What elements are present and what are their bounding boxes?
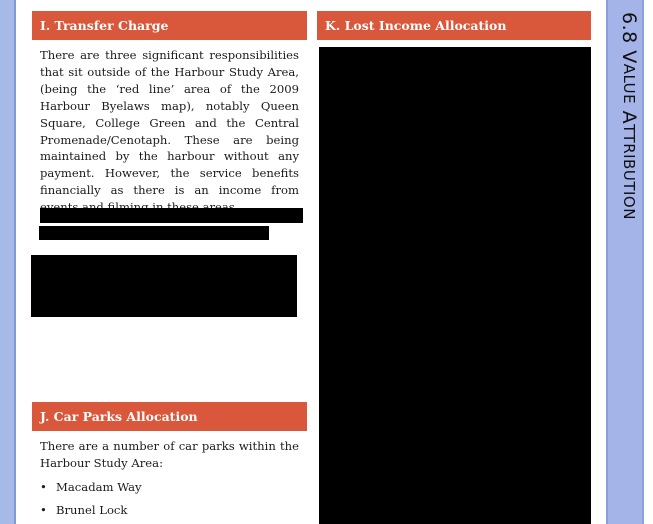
car-parks-list: [40, 478, 142, 524]
car-parks-heading: J. Car Parks Allocation: [32, 402, 307, 431]
redaction-block-large: [319, 47, 591, 524]
transfer-charge-heading: I. Transfer Charge: [32, 11, 307, 40]
car-parks-paragraph: There are a number of car parks within the Harbour Study Area:: [40, 439, 299, 470]
bullet-icon: •: [40, 503, 47, 517]
section-side-label: 6.8 VALUE ATTRIBUTION: [618, 12, 640, 220]
lost-income-heading: K. Lost Income Allocation: [317, 11, 591, 40]
redaction-bar: [40, 208, 303, 223]
left-margin-stripe: [0, 0, 14, 524]
bullet-icon: •: [40, 480, 47, 494]
transfer-charge-paragraph: There are three significant responsibilities that sit outside of the Harbour Study Area, (being the ‘red line’ area of the 2009 Harbour Byelaws map), notably Queen Square, College Green and the Central Promenade/Cenotaph. These are being maintained by the harbour without any payment. However, the service benefits financially as there is an income from: [40, 48, 299, 198]
redaction-block: [31, 255, 297, 317]
redaction-bar: [39, 226, 269, 240]
left-margin-rule: [14, 0, 16, 524]
section-number: 6.8: [618, 12, 640, 44]
list-item: • Macadam Way: [40, 478, 142, 501]
list-item: • Brunel Lock: [40, 501, 142, 524]
